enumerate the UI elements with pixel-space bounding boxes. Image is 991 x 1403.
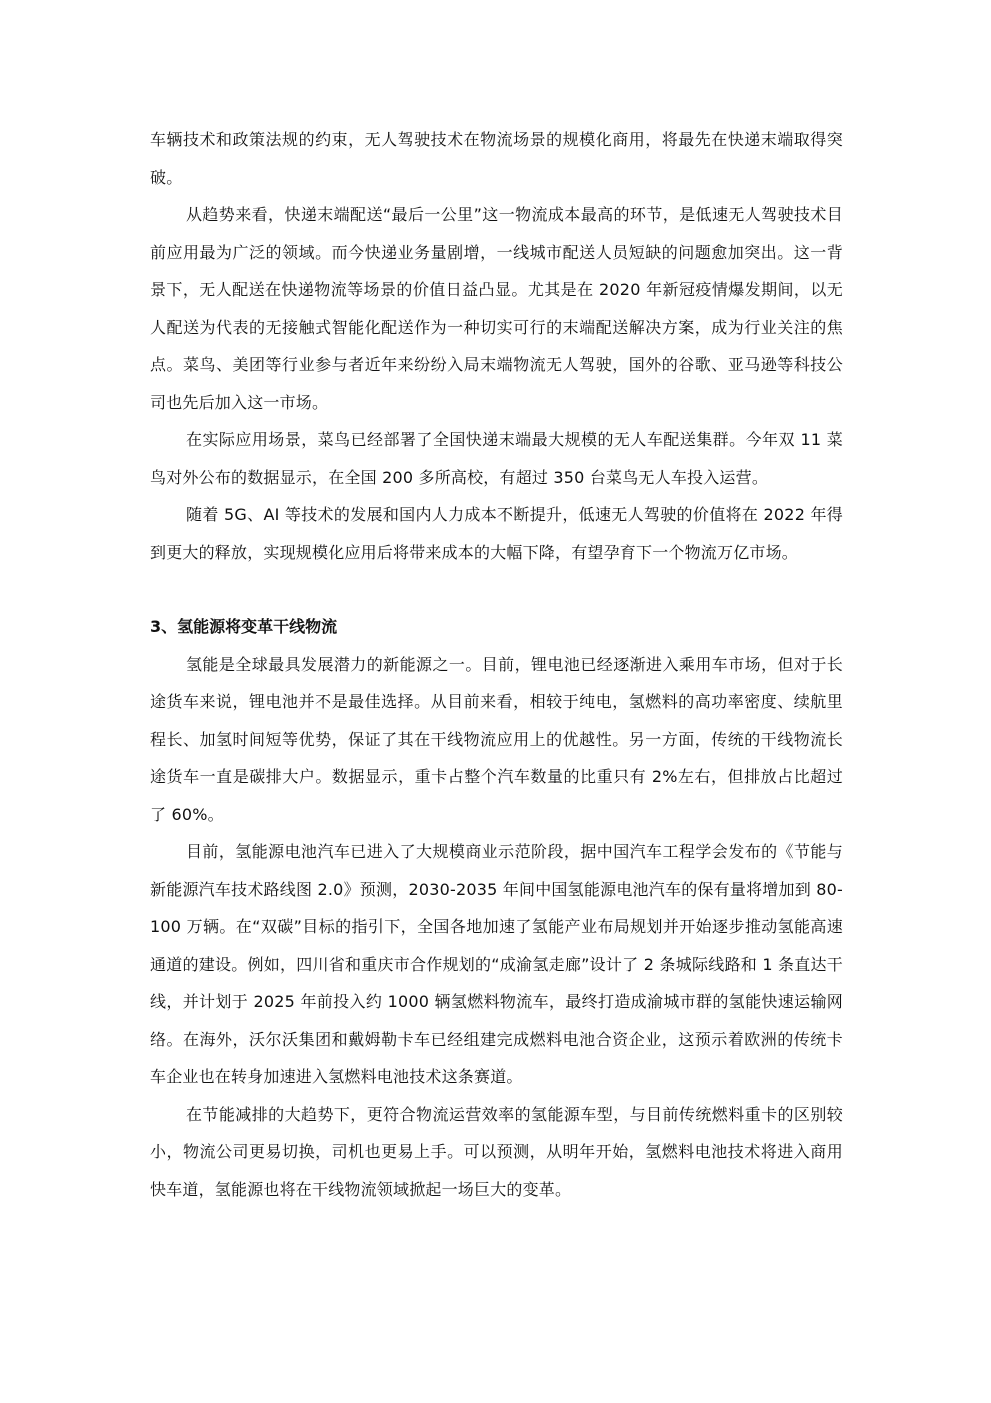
paragraph-5g-ai: 随着 5G、AI 等技术的发展和国内人力成本不断提升，低速无人驾驶的价值将在 2022 年得到更大的释放，实现规模化应用后将带来成本的大幅下降，有望孕育下一个物流万亿市场。 [150, 505, 843, 562]
section-spacer [150, 571, 843, 608]
section-heading: 3、氢能源将变革干线物流 [150, 617, 338, 636]
paragraph-cainiao-deployment: 在实际应用场景，菜鸟已经部署了全国快递末端最大规模的无人车配送集群。今年双 11 菜鸟对外公布的数据显示，在全国 200 多所高校，有超过 350 台菜鸟无人车投入运营。 [150, 430, 843, 487]
paragraph-hydrogen-progress: 目前，氢能源电池汽车已进入了大规模商业示范阶段，据中国汽车工程学会发布的《节能与新能源汽车技术路线图 2.0》预测，2030-2035 年间中国氢能源电池汽车的保有量将增加到 80-100 万辆。在“双碳”目标的指引下，全国各地加速了氢能产业布局规划并开始逐步推动氢能高速通道的建设。例如，四川省和重庆市合作规划的“成渝氢走廊”设计了 2 条城际线路和 1 条直达干线，并计划于 2025 年前投入约 1000 辆氢燃料物流车，最终打造成渝城市群的氢能快速运输网络。在海外，沃尔沃集团和戴姆勒卡车已经组建完成燃料电池合资企业，这预示着欧洲的传统卡车企业也在转身加速进入氢燃料电池技术这条赛道。 [150, 842, 843, 1086]
paragraph-hydrogen-outlook: 在节能减排的大趋势下，更符合物流运营效率的氢能源车型，与目前传统燃料重卡的区别较小，物流公司更易切换，司机也更易上手。可以预测，从明年开始，氢燃料电池技术将进入商用快车道，氢能源也将在干线物流领域掀起一场巨大的变革。 [150, 1104, 843, 1199]
paragraph-trend: 从趋势来看，快递末端配送“最后一公里”这一物流成本最高的环节，是低速无人驾驶技术目前应用最为广泛的领域。而今快递业务量剧增，一线城市配送人员短缺的问题愈加突出。这一背景下，无人配送在快递物流等场景的价值日益凸显。尤其是在 2020 年新冠疫情爆发期间，以无人配送为代表的无接触式智能化配送作为一种切实可行的末端配送解决方案，成为行业关注的焦点。菜鸟、美团等行业参与者近年来纷纷入局末端物流无人驾驶，国外的谷歌、亚马逊等科技公司也先后加入这一市场。 [150, 205, 843, 412]
paragraph-hydrogen-intro: 氢能是全球最具发展潜力的新能源之一。目前，锂电池已经逐渐进入乘用车市场，但对于长途货车来说，锂电池并不是最佳选择。从目前来看，相较于纯电，氢燃料的高功率密度、续航里程长、加氢时间短等优势，保证了其在干线物流应用上的优越性。另一方面，传统的干线物流长途货车一直是碳排大户。数据显示，重卡占整个汽车数量的比重只有 2%左右，但排放占比超过了 60%。 [150, 654, 843, 824]
document-body [150, 121, 843, 1208]
paragraph-continuation: 车辆技术和政策法规的约束，无人驾驶技术在物流场景的规模化商用，将最先在快递末端取得突破。 [150, 130, 843, 187]
